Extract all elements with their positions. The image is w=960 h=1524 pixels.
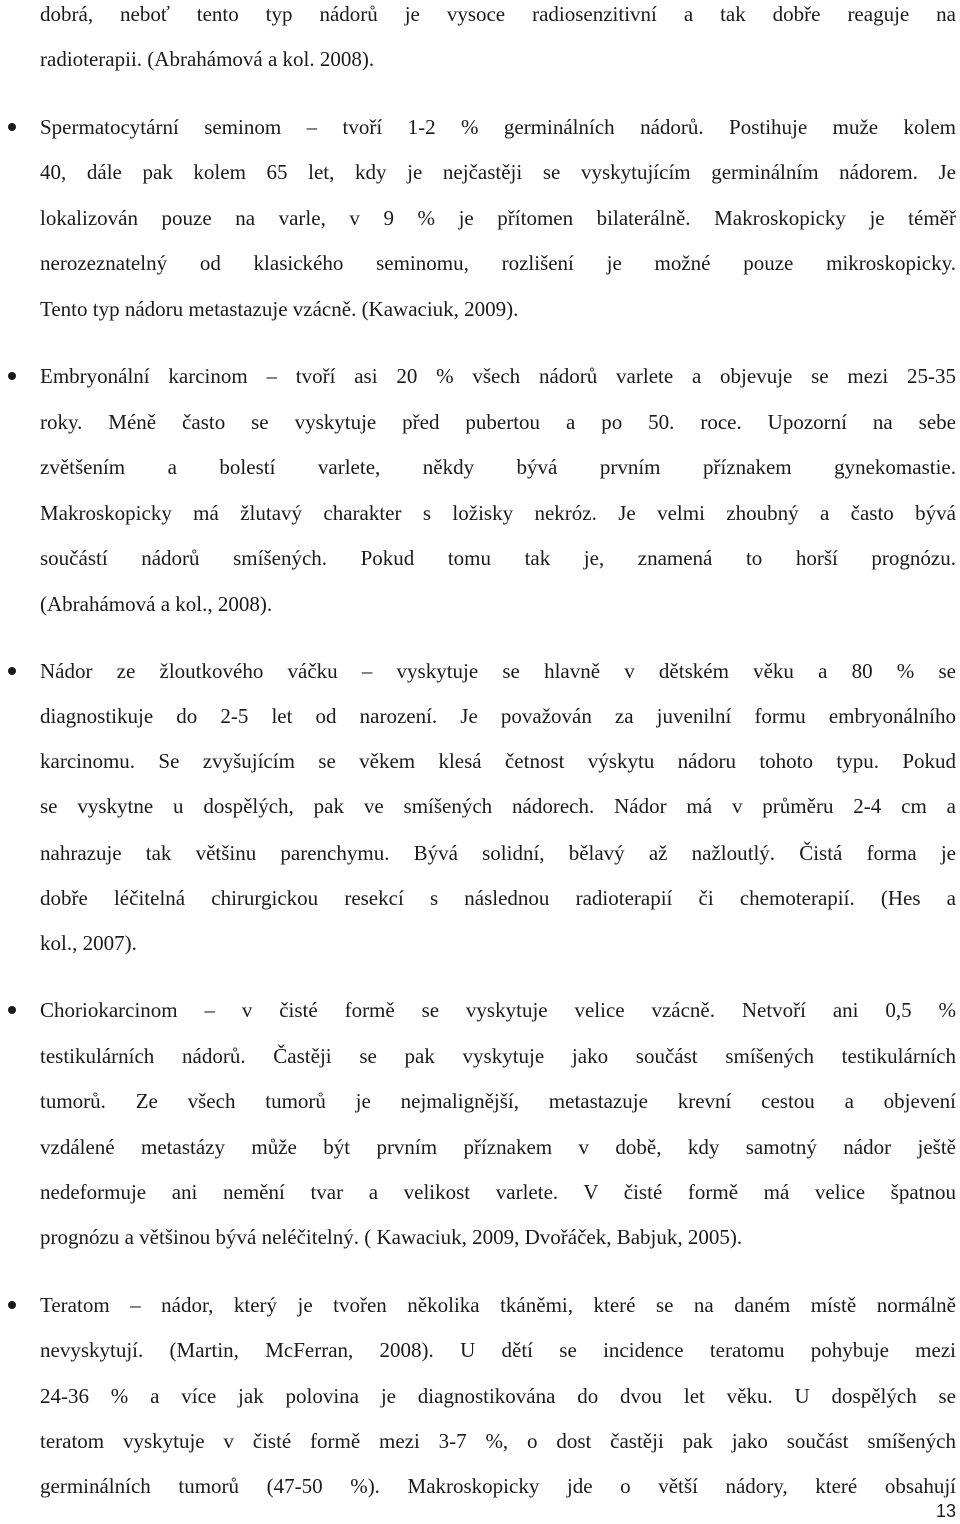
- paragraph-3-line-6: kol., 2007).: [40, 931, 137, 955]
- paragraph-4-line-0: Choriokarcinom – v čisté formě se vyskytuje velice vzácně. Netvoří ani 0,5 %: [40, 998, 956, 1022]
- paragraph-1-line-3: nerozeznatelný od klasického seminomu, rozlišení je možné pouze mikroskopicky.: [40, 251, 956, 275]
- paragraph-5-line-4: germinálních tumorů (47-50 %). Makroskopicky jde o větší nádory, které obsahují: [40, 1474, 956, 1498]
- paragraph-3-line-0: Nádor ze žloutkového váčku – vyskytuje se hlavně v dětském věku a 80 % se: [40, 659, 956, 683]
- bullet-icon: [8, 123, 16, 131]
- paragraph-3-line-2: karcinomu. Se zvyšujícím se věkem klesá četnost výskytu nádoru tohoto typu. Pokud: [40, 749, 956, 773]
- paragraph-0-line-0: dobrá, neboť tento typ nádorů je vysoce radiosenzitivní a tak dobře reaguje na: [40, 2, 956, 26]
- paragraph-5-line-0: Teratom – nádor, který je tvořen několika tkáněmi, které se na daném místě normálně: [40, 1293, 956, 1317]
- paragraph-2-line-1: roky. Méně často se vyskytuje před pubertou a po 50. roce. Upozorní na sebe: [40, 410, 956, 434]
- paragraph-4-line-1: testikulárních nádorů. Častěji se pak vyskytuje jako součást smíšených testikulárních: [40, 1044, 956, 1068]
- paragraph-3-line-1: diagnostikuje do 2-5 let od narození. Je považován za juvenilní formu embryonálního: [40, 704, 956, 728]
- paragraph-1-line-2: lokalizován pouze na varle, v 9 % je přítomen bilaterálně. Makroskopicky je téměř: [40, 206, 956, 230]
- bullet-icon: [8, 1301, 16, 1309]
- paragraph-5-line-3: teratom vyskytuje v čisté formě mezi 3-7 %, o dost častěji pak jako součást smíšených: [40, 1429, 956, 1453]
- page-number: 13: [935, 1501, 956, 1521]
- bullet-icon: [8, 667, 16, 675]
- paragraph-1-line-4: Tento typ nádoru metastazuje vzácně. (Kawaciuk, 2009).: [40, 297, 519, 321]
- paragraph-3-line-5: dobře léčitelná chirurgickou resekcí s následnou radioterapií či chemoterapií. (Hes a: [40, 886, 956, 910]
- paragraph-4-line-5: prognózu a většinou bývá neléčitelný. ( Kawaciuk, 2009, Dvořáček, Babjuk, 2005).: [40, 1225, 743, 1249]
- paragraph-5-line-2: 24-36 % a více jak polovina je diagnostikována do dvou let věku. U dospělých se: [40, 1384, 956, 1408]
- paragraph-4-line-4: nedeformuje ani nemění tvar a velikost varlete. V čisté formě má velice špatnou: [40, 1180, 956, 1204]
- paragraph-0-line-1: radioterapii. (Abrahámová a kol. 2008).: [40, 47, 375, 71]
- paragraph-2-line-5: (Abrahámová a kol., 2008).: [40, 592, 273, 616]
- paragraph-2-line-0: Embryonální karcinom – tvoří asi 20 % všech nádorů varlete a objevuje se mezi 25-35: [40, 364, 956, 388]
- bullet-icon: [8, 372, 16, 380]
- paragraph-5-line-1: nevyskytují. (Martin, McFerran, 2008). U dětí se incidence teratomu pohybuje mezi: [40, 1338, 956, 1362]
- paragraph-2-line-2: zvětšením a bolestí varlete, někdy bývá prvním příznakem gynekomastie.: [40, 455, 956, 479]
- paragraph-3-line-3: se vyskytne u dospělých, pak ve smíšených nádorech. Nádor má v průměru 2-4 cm a: [40, 794, 956, 818]
- paragraph-3-line-4: nahrazuje tak většinu parenchymu. Bývá solidní, bělavý až nažloutlý. Čistá forma je: [40, 841, 956, 865]
- paragraph-4-line-2: tumorů. Ze všech tumorů je nejmalignější, metastazuje krevní cestou a objevení: [40, 1089, 956, 1113]
- paragraph-2-line-3: Makroskopicky má žlutavý charakter s ložisky nekróz. Je velmi zhoubný a často bývá: [40, 501, 956, 525]
- bullet-icon: [8, 1006, 16, 1014]
- paragraph-2-line-4: součástí nádorů smíšených. Pokud tomu tak je, znamená to horší prognózu.: [40, 546, 956, 570]
- paragraph-1-line-0: Spermatocytární seminom – tvoří 1-2 % germinálních nádorů. Postihuje muže kolem: [40, 115, 956, 139]
- paragraph-4-line-3: vzdálené metastázy může být prvním příznakem v době, kdy samotný nádor ještě: [40, 1135, 956, 1159]
- paragraph-1-line-1: 40, dále pak kolem 65 let, kdy je nejčastěji se vyskytujícím germinálním nádorem. Je: [40, 160, 956, 184]
